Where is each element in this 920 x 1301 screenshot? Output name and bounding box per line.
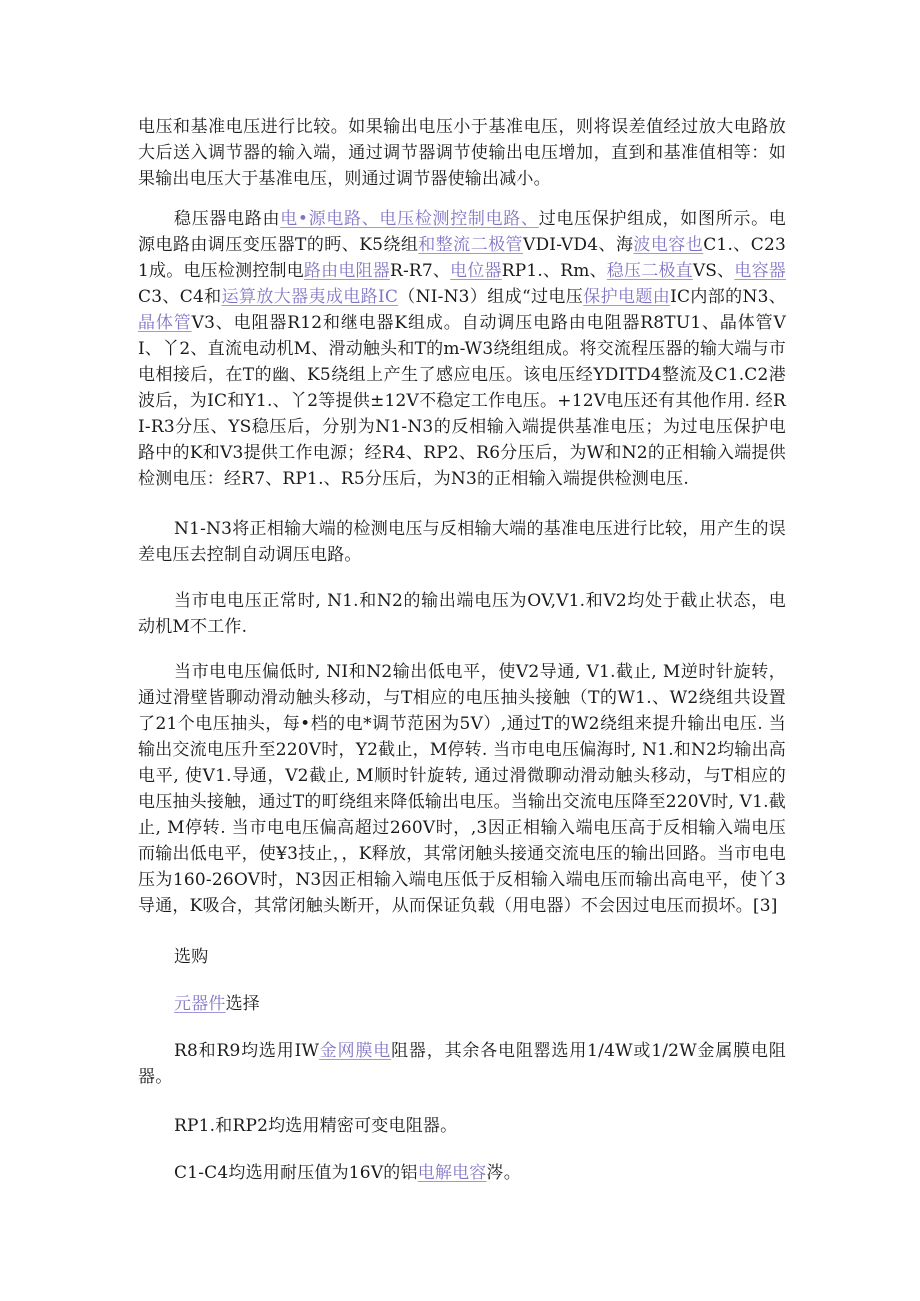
text-segment: 当市电电压偏低时, NI和N2输出低电平，使V2导通, V1.截止, M逆时针旋转，通过滑壁皆聊动滑动触头移动，与T相应的电压抽头接触（T的W1.、W2绕组共设置了21个电压抽头，每•档的电*调节范困为5V）,通过T的W2绕组来提升输出电压. 当输出交流电压升至220V时，Y2截止，M停转. 当市电电压偏海时, N1.和N2均输出高电平, 使V1.导通，V2截止, M顺时针旋转, 通过滑微聊动滑动触头移动，与T相应的电压抽头接触，通过T的町绕组来降低输出电压。当输出交流电压降至220V时, V1.截止, M停转. 当市电电压偏高超过260V时，,3因正相输入端电压高于反相输入端电压而输出低电平，使¥3技止，，K释放，其常闭触头接通交流电压的输出回路。当市电电压为160-26OV时，N3因正相输入端电压低于反相输入端电压而输出高电平，使丫3导通，K吸合，其常闭触头断开，从而保证负载（用电器）不会因过电压而损坏。[3]: [138, 662, 786, 916]
text-segment: 稳压器电路由: [174, 209, 281, 229]
paragraph-comparison: [138, 114, 786, 192]
text-segment: （NI-N3）组成“过电压: [398, 287, 584, 307]
paragraph-potentiometers: [138, 1113, 786, 1139]
inline-link[interactable]: 电解电容: [417, 1163, 487, 1183]
inline-link[interactable]: 运算放大器夷成电路IC: [221, 287, 399, 307]
text-segment: 涔。: [486, 1163, 521, 1183]
paragraph-normal-voltage: [138, 588, 786, 640]
section-heading-purchase: [138, 944, 786, 970]
subheading-component-selection: [138, 991, 786, 1017]
text-segment: RP1.、Rm、: [501, 261, 607, 281]
paragraph-resistors: [138, 1038, 786, 1090]
text-segment: RP1.和RP2均选用精密可变电阻器。: [174, 1116, 458, 1136]
inline-link[interactable]: 路由电阻器: [303, 261, 390, 281]
inline-link[interactable]: 电容器: [734, 261, 786, 281]
text-segment: C1-C4均选用耐压值为16V的铝: [174, 1163, 418, 1183]
text-segment: VDI-VD4、海: [523, 235, 634, 255]
inline-link[interactable]: 金网膜电: [319, 1041, 392, 1061]
inline-link[interactable]: 和整流二极管: [418, 235, 523, 255]
text-segment: 选择: [225, 994, 261, 1014]
text-segment: R-R7、: [389, 261, 451, 281]
paragraph-capacitors: [138, 1160, 786, 1186]
text-segment: R8和R9均选用IW: [174, 1041, 320, 1061]
inline-link[interactable]: 波电容也: [633, 235, 704, 255]
inline-link[interactable]: 元器件: [174, 994, 226, 1014]
inline-link[interactable]: 电•源电路、电压检测控制电路、: [280, 209, 539, 229]
text-segment: IC内部的N3、: [670, 287, 786, 307]
text-segment: VS、: [692, 261, 735, 281]
text-segment: 当市电电压正常时, N1.和N2的输出端电压为OV,V1.和V2均处于截止状态，电动机M不工作.: [138, 591, 786, 637]
inline-link[interactable]: 稳压二极直: [606, 261, 693, 281]
text-segment: C3、C4和: [138, 287, 222, 307]
text-segment: 阻器，其余各电阻罂选用1/4W或1/2W金属膜电阻器。: [138, 1041, 786, 1087]
inline-link[interactable]: 电位器: [450, 261, 502, 281]
text-segment: N1-N3将正相输大端的检测电压与反相输大端的基准电压进行比较，用产生的误差电压去控制自动调压电路。: [138, 519, 786, 565]
paragraph-comparator: [138, 516, 786, 568]
text-segment: V3、电阻器R12和继电器K组成。自动调压电路由电阻器R8TU1、晶体管VI、丫2、直流电动机M、滑动触头和T的m-W3绕组组成。将交流程压器的输大端与市电相接后，在T的幽、K5绕组上产生了感应电压。该电压经YDITD4整流及C1.C2港波后，为IC和Y1.、丫2等提供±12V不稳定工作电压。+12V电压还有其他作用. 经RI-R3分压、YS稳压后，分别为N1-N3的反相输入端提供基准电压；为过电压保护电路中的K和V3提供工作电源；经R4、RP2、R6分压后，为W和N2的正相输入端提供检测电压：经R7、RP1.、R5分压后，为N3的正相输入端提供检测电压.: [138, 313, 786, 489]
inline-link[interactable]: 晶体管: [138, 313, 192, 333]
paragraph-voltage-regulation: [138, 659, 786, 919]
paragraph-circuit-description: [138, 206, 786, 492]
text-segment: C1.、C231成。电压检测控制电: [138, 235, 786, 281]
inline-link[interactable]: 保护电题由: [583, 287, 671, 307]
text-segment: 选购: [174, 947, 209, 967]
text-segment: 电压和基准电压进行比较。如果输出电压小于基准电压，则将误差值经过放大电路放大后送入调节器的输入端，通过调节器调节使输出电压增加，直到和基准值相等：如果输出电压大于基准电压，则通过调节器使输出减小。: [138, 117, 786, 189]
text-segment: 过电压保护组成，如图所示。电源电路由调压变压器T的眄、K5绕组: [138, 209, 787, 255]
